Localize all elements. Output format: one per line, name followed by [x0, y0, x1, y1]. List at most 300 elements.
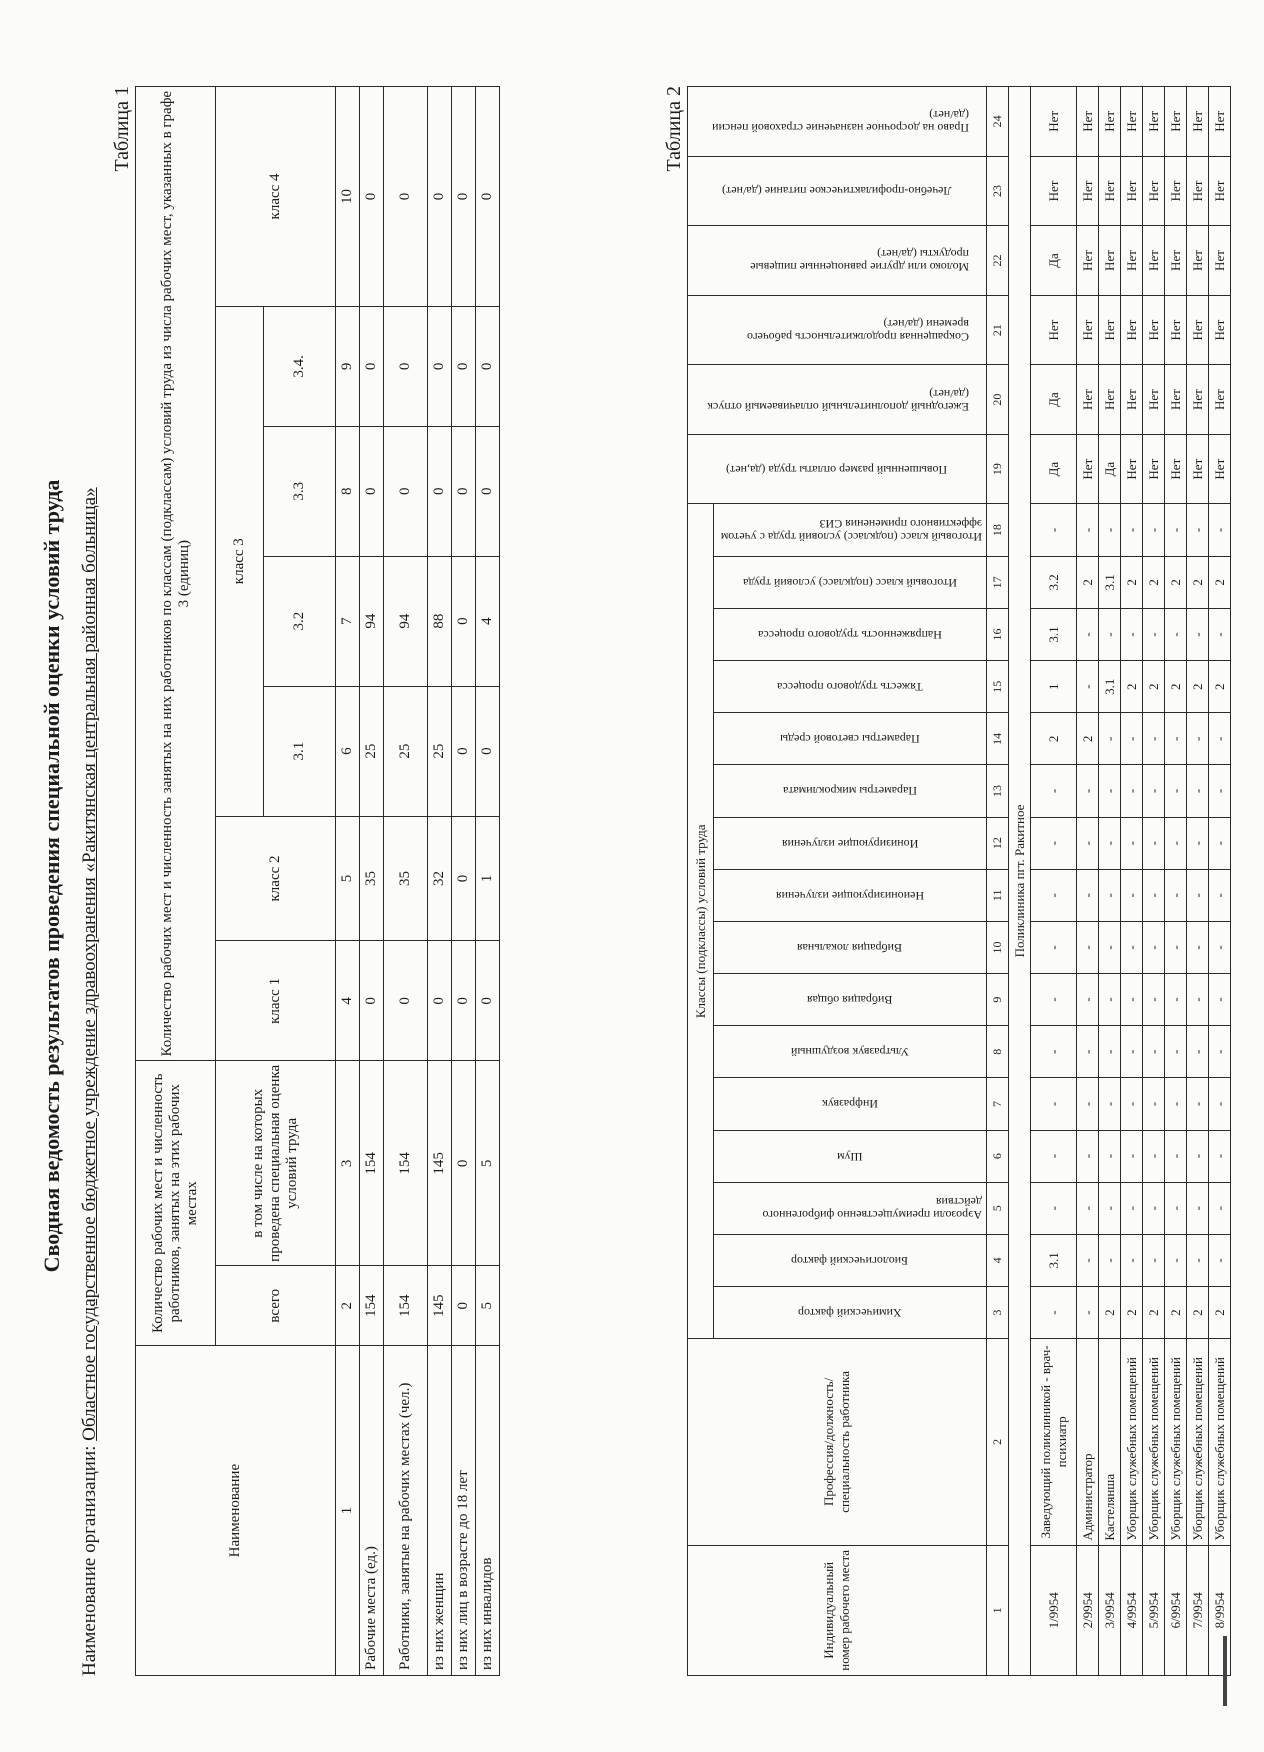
- table-cell: Нет: [1099, 87, 1121, 157]
- table-cell: Нет: [1187, 87, 1209, 157]
- table-cell: -: [1077, 1286, 1099, 1338]
- table-cell: Нет: [1209, 156, 1231, 226]
- t2-header-factor: Биологический фактор: [714, 1234, 987, 1286]
- table-cell: 25: [384, 686, 428, 816]
- table-cell: Нет: [1121, 87, 1143, 157]
- table-cell: 145: [428, 1266, 452, 1346]
- table-cell: 35: [384, 816, 428, 941]
- table-cell: 1: [476, 816, 500, 941]
- table-cell: -: [1077, 1130, 1099, 1182]
- table-cell: -: [1099, 1234, 1121, 1286]
- table-cell: -: [1187, 921, 1209, 973]
- table-cell: 0: [452, 306, 476, 426]
- table-cell: 2: [1143, 556, 1165, 608]
- table-cell: -: [1209, 1078, 1231, 1130]
- table-cell: -: [1031, 974, 1077, 1026]
- table-cell: -: [1187, 1182, 1209, 1234]
- table-cell: -: [1121, 1026, 1143, 1078]
- table-cell: -: [1187, 1026, 1209, 1078]
- table-cell: -: [1209, 713, 1231, 765]
- workplace-id: 2/9954: [1077, 1545, 1099, 1675]
- table-cell: 154: [360, 1266, 384, 1346]
- t2-header-factor: Ионизирующие излучения: [714, 817, 987, 869]
- workplace-id: 7/9954: [1187, 1545, 1209, 1675]
- t2-header-factor: Инфразвук: [714, 1078, 987, 1130]
- table-cell: Нет: [1031, 156, 1077, 226]
- table-cell: Нет: [1187, 295, 1209, 365]
- table-cell: Нет: [1187, 226, 1209, 296]
- table-cell: Нет: [1209, 365, 1231, 435]
- table-cell: 0: [452, 816, 476, 941]
- table-cell: -: [1143, 504, 1165, 556]
- t1-col-number: 8: [336, 426, 360, 556]
- table-cell: -: [1165, 869, 1187, 921]
- table-row: [1099, 87, 1121, 1676]
- table-cell: 5: [476, 1061, 500, 1266]
- table-cell: 0: [452, 87, 476, 307]
- t1-header-assessed: в том числе на которых проведена специальная оценка условий труда: [216, 1061, 336, 1266]
- workplace-profession: Уборщик служебных помещений: [1187, 1339, 1209, 1545]
- table-cell: Нет: [1143, 434, 1165, 504]
- table-cell: Нет: [1209, 87, 1231, 157]
- t1-header-classes-group: Количество рабочих мест и численность занятых на них работников по классам (подклассам) условий труда из числа рабочих мест, указанных в графе 3 (единиц): [136, 87, 216, 1061]
- table-cell: -: [1099, 1026, 1121, 1078]
- table-cell: -: [1209, 974, 1231, 1026]
- table-cell: 2: [1121, 661, 1143, 713]
- workplace-id: 4/9954: [1121, 1545, 1143, 1675]
- table1-label: Таблица 1: [111, 86, 133, 172]
- t2-col-number: 15: [987, 661, 1009, 713]
- table-row: [360, 87, 384, 1676]
- table-cell: Да: [1031, 226, 1077, 296]
- table-cell: Нет: [1121, 434, 1143, 504]
- table-cell: -: [1099, 974, 1121, 1026]
- table-cell: -: [1031, 817, 1077, 869]
- t2-header-guarantee: Право на досрочное назначение страховой пенсии (да/нет): [688, 87, 987, 157]
- table-cell: Нет: [1077, 295, 1099, 365]
- t2-col-number: 3: [987, 1286, 1009, 1338]
- t1-header-class3: класс 3: [216, 306, 264, 816]
- table-cell: -: [1143, 1078, 1165, 1130]
- table-cell: Нет: [1143, 295, 1165, 365]
- workplace-id: 1/9954: [1031, 1545, 1077, 1675]
- table-cell: Нет: [1187, 156, 1209, 226]
- table-cell: -: [1031, 504, 1077, 556]
- table-cell: -: [1031, 921, 1077, 973]
- table-cell: Нет: [1187, 365, 1209, 435]
- table-cell: -: [1031, 1286, 1077, 1338]
- table-cell: 2: [1143, 1286, 1165, 1338]
- table-cell: 3.1: [1031, 608, 1077, 660]
- table-cell: Нет: [1209, 226, 1231, 296]
- t2-header-factor: Итоговый класс (подкласс) условий труда: [714, 556, 987, 608]
- table-cell: -: [1143, 713, 1165, 765]
- t2-header-factor: Неионизирующие излучения: [714, 869, 987, 921]
- table-row: [452, 87, 476, 1676]
- table-cell: Нет: [1099, 365, 1121, 435]
- table-cell: -: [1187, 1078, 1209, 1130]
- table-cell: 35: [360, 816, 384, 941]
- table-cell: -: [1077, 974, 1099, 1026]
- table-cell: -: [1143, 608, 1165, 660]
- table-cell: -: [1165, 765, 1187, 817]
- table-cell: 2: [1121, 1286, 1143, 1338]
- row-label: из них женщин: [428, 1346, 452, 1676]
- table-cell: 2: [1187, 661, 1209, 713]
- t1-col-number: 10: [336, 87, 360, 307]
- table-cell: Нет: [1077, 87, 1099, 157]
- t2-header-guarantee: Повышенный размер оплаты труда (да,нет): [688, 434, 987, 504]
- table-cell: -: [1121, 921, 1143, 973]
- table-cell: -: [1099, 713, 1121, 765]
- table-cell: Нет: [1143, 226, 1165, 296]
- table-cell: -: [1077, 817, 1099, 869]
- table-cell: 2: [1165, 1286, 1187, 1338]
- table-cell: -: [1031, 1182, 1077, 1234]
- table-cell: -: [1209, 921, 1231, 973]
- t2-col-number: 11: [987, 869, 1009, 921]
- table-row: [1077, 87, 1099, 1676]
- t1-header-sub33: 3.3: [264, 426, 336, 556]
- table-cell: Нет: [1077, 156, 1099, 226]
- table-cell: 25: [428, 686, 452, 816]
- t2-col-number: 1: [987, 1545, 1009, 1675]
- table-cell: -: [1077, 1026, 1099, 1078]
- workplace-profession: Заведующий поликлиникой - врач-психиатр: [1031, 1339, 1077, 1545]
- workplace-id: 3/9954: [1099, 1545, 1121, 1675]
- table-cell: -: [1121, 974, 1143, 1026]
- table-cell: Нет: [1143, 87, 1165, 157]
- t1-col-number: 1: [336, 1346, 360, 1676]
- table-cell: Нет: [1031, 87, 1077, 157]
- table-cell: 0: [384, 87, 428, 307]
- table-cell: -: [1143, 869, 1165, 921]
- table-cell: 2: [1099, 1286, 1121, 1338]
- table-cell: -: [1031, 1130, 1077, 1182]
- t2-header-guarantee: Лечебно-профилактическое питание (да/нет): [688, 156, 987, 226]
- table-cell: 2: [1143, 661, 1165, 713]
- t1-col-number: 4: [336, 941, 360, 1061]
- table-cell: -: [1121, 1078, 1143, 1130]
- t1-header-class2: класс 2: [216, 816, 336, 941]
- table-cell: -: [1077, 921, 1099, 973]
- table-cell: Нет: [1121, 226, 1143, 296]
- t2-header-guarantee: Молоко или другие равноценные пищевые продукты (да/нет): [688, 226, 987, 296]
- table-cell: 2: [1165, 556, 1187, 608]
- table-row: [1165, 87, 1187, 1676]
- table-cell: -: [1187, 713, 1209, 765]
- table-cell: 0: [452, 941, 476, 1061]
- table-row: [1143, 87, 1165, 1676]
- table-cell: -: [1209, 608, 1231, 660]
- table-cell: -: [1187, 608, 1209, 660]
- table-cell: 25: [360, 686, 384, 816]
- table-cell: -: [1099, 765, 1121, 817]
- t1-col-number: 6: [336, 686, 360, 816]
- t2-col-number: 12: [987, 817, 1009, 869]
- table-cell: 2: [1209, 556, 1231, 608]
- table-cell: Да: [1099, 434, 1121, 504]
- table-cell: -: [1209, 1234, 1231, 1286]
- table-row: [1031, 87, 1077, 1676]
- table-cell: -: [1187, 504, 1209, 556]
- table-cell: -: [1121, 504, 1143, 556]
- table-cell: Нет: [1077, 365, 1099, 435]
- table-cell: 0: [476, 686, 500, 816]
- t1-col-number: 2: [336, 1266, 360, 1346]
- t2-col-number: 8: [987, 1026, 1009, 1078]
- table-cell: 0: [428, 306, 452, 426]
- table-cell: -: [1209, 869, 1231, 921]
- table-cell: 0: [428, 87, 452, 307]
- t2-col-number: 13: [987, 765, 1009, 817]
- t2-section-title: Поликлиника пгт. Ракитное: [1009, 87, 1031, 1676]
- table-cell: Нет: [1099, 226, 1121, 296]
- table-cell: -: [1121, 608, 1143, 660]
- row-label: из них инвалидов: [476, 1346, 500, 1676]
- table-cell: Нет: [1209, 295, 1231, 365]
- table-cell: -: [1187, 869, 1209, 921]
- table-cell: -: [1077, 1234, 1099, 1286]
- table-cell: -: [1099, 1078, 1121, 1130]
- organization-name: Областное государственное бюджетное учреждение здравоохранения «Ракитянская центральная районная больница»: [79, 487, 100, 1441]
- workplace-id: 8/9954: [1209, 1545, 1231, 1675]
- t1-header-sub32: 3.2: [264, 556, 336, 686]
- t1-col-number: 5: [336, 816, 360, 941]
- table-cell: -: [1121, 713, 1143, 765]
- t2-section-row: [1009, 87, 1031, 1676]
- table-cell: 3.1: [1031, 1234, 1077, 1286]
- table-cell: -: [1031, 869, 1077, 921]
- t2-header-factor: Ультразвук воздушный: [714, 1026, 987, 1078]
- table-cell: Да: [1031, 365, 1077, 435]
- t2-col-number: 6: [987, 1130, 1009, 1182]
- table-cell: -: [1187, 1130, 1209, 1182]
- table-cell: -: [1121, 1234, 1143, 1286]
- table-cell: -: [1031, 1026, 1077, 1078]
- table-cell: 0: [360, 306, 384, 426]
- table-cell: 0: [428, 426, 452, 556]
- t2-col-number: 24: [987, 87, 1009, 157]
- t1-header-class4: класс 4: [216, 87, 336, 307]
- t2-header-guarantee: Сокращенная продолжительность рабочего времени (да/нет): [688, 295, 987, 365]
- table-cell: -: [1165, 1026, 1187, 1078]
- table-cell: Нет: [1143, 365, 1165, 435]
- table-cell: -: [1165, 713, 1187, 765]
- table-cell: 94: [384, 556, 428, 686]
- table-row: [1121, 87, 1143, 1676]
- table-cell: -: [1099, 869, 1121, 921]
- table-cell: 3.1: [1099, 556, 1121, 608]
- table-cell: Нет: [1077, 226, 1099, 296]
- table-cell: -: [1121, 869, 1143, 921]
- table-cell: Нет: [1165, 226, 1187, 296]
- table-cell: 154: [360, 1061, 384, 1266]
- t1-header-name: Наименование: [136, 1346, 336, 1676]
- table-cell: -: [1165, 921, 1187, 973]
- t2-col-number: 19: [987, 434, 1009, 504]
- table-cell: -: [1121, 1182, 1143, 1234]
- table-row: [1187, 87, 1209, 1676]
- table-cell: Нет: [1143, 156, 1165, 226]
- table-cell: -: [1099, 1182, 1121, 1234]
- table-cell: 0: [476, 87, 500, 307]
- table-cell: 4: [476, 556, 500, 686]
- table-cell: Нет: [1165, 365, 1187, 435]
- table-cell: 1: [1031, 661, 1077, 713]
- table-cell: -: [1121, 1130, 1143, 1182]
- table-row: [1209, 87, 1231, 1676]
- table-cell: 2: [1209, 1286, 1231, 1338]
- table-cell: -: [1077, 869, 1099, 921]
- row-label: Рабочие места (ед.): [360, 1346, 384, 1676]
- t2-header-factor: Тяжесть трудового процесса: [714, 661, 987, 713]
- workplace-table: [687, 86, 1231, 1676]
- table-cell: Нет: [1209, 434, 1231, 504]
- table-cell: 5: [476, 1266, 500, 1346]
- table-cell: 2: [1121, 556, 1143, 608]
- table-cell: 0: [452, 1061, 476, 1266]
- table-cell: -: [1143, 974, 1165, 1026]
- t1-header-sub31: 3.1: [264, 686, 336, 816]
- table-cell: -: [1209, 1182, 1231, 1234]
- table-cell: -: [1077, 1078, 1099, 1130]
- row-label: Работники, занятые на рабочих местах (чел.): [384, 1346, 428, 1676]
- table-cell: -: [1187, 1234, 1209, 1286]
- workplace-profession: Уборщик служебных помещений: [1143, 1339, 1165, 1545]
- table-cell: 0: [452, 1266, 476, 1346]
- table-cell: 32: [428, 816, 452, 941]
- t2-col-number: 17: [987, 556, 1009, 608]
- t2-header-factor: Аэрозоли преимущественно фиброгенного действия: [714, 1182, 987, 1234]
- table-cell: -: [1143, 1234, 1165, 1286]
- workplace-profession: Уборщик служебных помещений: [1209, 1339, 1231, 1545]
- table-cell: 94: [360, 556, 384, 686]
- table-cell: -: [1165, 1182, 1187, 1234]
- workplace-id: 6/9954: [1165, 1545, 1187, 1675]
- summary-table: [135, 86, 500, 1676]
- table-cell: 154: [384, 1266, 428, 1346]
- t2-col-number: 7: [987, 1078, 1009, 1130]
- table-cell: -: [1099, 817, 1121, 869]
- table-cell: 145: [428, 1061, 452, 1266]
- table-cell: -: [1121, 765, 1143, 817]
- t2-header-factor: Химический фактор: [714, 1286, 987, 1338]
- table-cell: -: [1209, 817, 1231, 869]
- table-cell: -: [1165, 974, 1187, 1026]
- table-cell: 0: [384, 941, 428, 1061]
- table-cell: -: [1143, 765, 1165, 817]
- table-cell: 0: [476, 941, 500, 1061]
- table-cell: -: [1077, 661, 1099, 713]
- document-page: [27, 26, 1237, 1726]
- table-cell: 0: [452, 426, 476, 556]
- table-cell: -: [1187, 974, 1209, 1026]
- t2-header-factor: Напряженность трудового процесса: [714, 608, 987, 660]
- organization-label: Наименование организации:: [79, 1445, 100, 1676]
- table-cell: -: [1099, 504, 1121, 556]
- table-cell: -: [1099, 921, 1121, 973]
- table-cell: 2: [1187, 1286, 1209, 1338]
- table-cell: Нет: [1165, 295, 1187, 365]
- table-cell: -: [1187, 817, 1209, 869]
- workplace-profession: Уборщик служебных помещений: [1165, 1339, 1187, 1545]
- table-cell: Нет: [1187, 434, 1209, 504]
- table-cell: Нет: [1121, 365, 1143, 435]
- t1-column-numbers: [336, 87, 360, 1676]
- t2-col-number: 20: [987, 365, 1009, 435]
- t2-header-factor: Параметры микроклимата: [714, 765, 987, 817]
- table2-label: Таблица 2: [663, 86, 685, 172]
- table-cell: 2: [1165, 661, 1187, 713]
- page-title: Сводная ведомость результатов проведения специальной оценки условий труда: [39, 479, 64, 1273]
- table-cell: -: [1209, 765, 1231, 817]
- table-cell: -: [1165, 608, 1187, 660]
- table-cell: -: [1099, 1130, 1121, 1182]
- table-cell: 0: [452, 686, 476, 816]
- table-cell: 0: [384, 306, 428, 426]
- row-label: из них лиц в возрасте до 18 лет: [452, 1346, 476, 1676]
- table-cell: 0: [360, 87, 384, 307]
- page-edge-mark: [1223, 1636, 1227, 1706]
- table-cell: -: [1165, 817, 1187, 869]
- t1-header-class1: класс 1: [216, 941, 336, 1061]
- table-cell: Нет: [1121, 295, 1143, 365]
- t2-col-number: 5: [987, 1182, 1009, 1234]
- table-cell: 0: [476, 306, 500, 426]
- table-cell: 2: [1187, 556, 1209, 608]
- table-cell: Нет: [1121, 156, 1143, 226]
- table-cell: -: [1209, 504, 1231, 556]
- t1-header-count-group: Количество рабочих мест и численность работников, занятых на этих рабочих местах: [136, 1061, 216, 1346]
- table-cell: -: [1143, 921, 1165, 973]
- table-cell: -: [1077, 765, 1099, 817]
- table-cell: -: [1077, 608, 1099, 660]
- t2-header-classes-group: Классы (подклассы) условий труда: [688, 504, 714, 1339]
- table-cell: 154: [384, 1061, 428, 1266]
- table-cell: -: [1077, 504, 1099, 556]
- table-cell: Нет: [1165, 434, 1187, 504]
- t2-col-number: 14: [987, 713, 1009, 765]
- table-row: [428, 87, 452, 1676]
- t2-col-number: 2: [987, 1339, 1009, 1545]
- table-cell: Нет: [1099, 156, 1121, 226]
- table-cell: 0: [384, 426, 428, 556]
- t2-col-number: 21: [987, 295, 1009, 365]
- table-cell: Нет: [1031, 295, 1077, 365]
- workplace-profession: Кастелянша: [1099, 1339, 1121, 1545]
- table-row: [384, 87, 428, 1676]
- table-cell: 2: [1077, 713, 1099, 765]
- table-cell: -: [1143, 817, 1165, 869]
- workplace-profession: Администратор: [1077, 1339, 1099, 1545]
- table-cell: Да: [1031, 434, 1077, 504]
- t1-header-sub34: 3.4.: [264, 306, 336, 426]
- t2-header-factor: Итоговый класс (подкласс) условий труда с учетом эффективного применения СИЗ: [714, 504, 987, 556]
- organization-line: [79, 487, 101, 1676]
- table-cell: -: [1165, 504, 1187, 556]
- table-row: [476, 87, 500, 1676]
- t2-col-number: 16: [987, 608, 1009, 660]
- t2-col-number: 10: [987, 921, 1009, 973]
- table-cell: 0: [452, 556, 476, 686]
- t1-col-number: 9: [336, 306, 360, 426]
- t2-header-factor: Вибрация общая: [714, 974, 987, 1026]
- table-cell: 0: [428, 941, 452, 1061]
- table-cell: 3.1: [1099, 661, 1121, 713]
- t2-header-guarantee: Ежегодный дополнительный оплачиваемый отпуск (да/нет): [688, 365, 987, 435]
- table-cell: 3.2: [1031, 556, 1077, 608]
